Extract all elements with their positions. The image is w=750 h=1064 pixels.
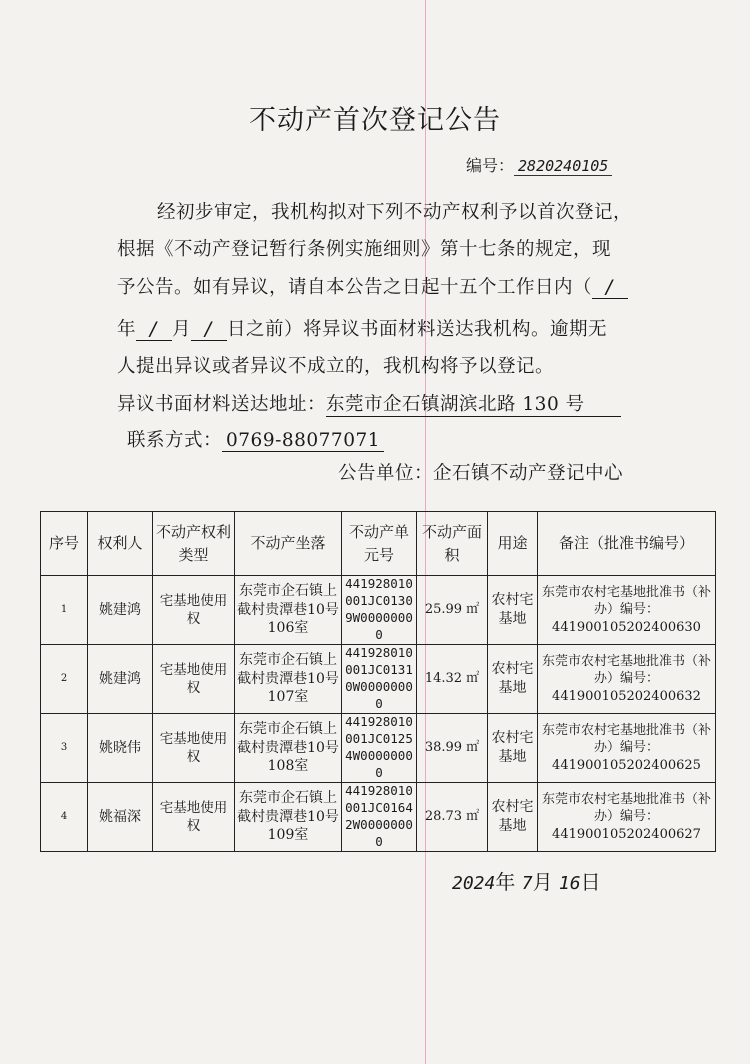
cell-area: 14.32 ㎡ [417,645,488,714]
header-use: 用途 [488,512,538,576]
cell-use: 农村宅基地 [488,576,538,645]
cell-right-type: 宅基地使用权 [153,576,235,645]
table-header-row [41,512,716,576]
body-line-3 [117,273,628,299]
address-label: 异议书面材料送达地址： [117,394,327,415]
cell-holder: 姚建鸿 [88,645,153,714]
cell-holder: 姚建鸿 [88,576,153,645]
notice-number-label: 编号： [466,156,515,175]
notice-number [466,153,612,176]
notice-number-value: 2820240105 [514,157,612,176]
contact-label: 联系方式： [127,430,223,451]
cell-holder: 姚晓伟 [88,714,153,783]
cell-note: 东莞市农村宅基地批准书（补办）编号：441900105202400627 [538,783,716,852]
body-line-4-text: 日之前）将异议书面材料送达我机构。逾期无 [227,319,608,340]
cell-right-type: 宅基地使用权 [153,645,235,714]
page-title: 不动产首次登记公告 [249,105,501,136]
body-line-5: 人提出异议或者异议不成立的，我机构将予以登记。 [117,356,555,377]
date-day-label: 日 [580,870,601,894]
cell-use: 农村宅基地 [488,714,538,783]
header-no: 序号 [41,512,88,576]
cell-location: 东莞市企石镇上截村贵潭巷10号108室 [235,714,342,783]
cell-note: 东莞市农村宅基地批准书（补办）编号：441900105202400632 [538,645,716,714]
header-holder: 权利人 [88,512,153,576]
header-note: 备注（批准书编号） [538,512,716,576]
notice-date [452,866,601,895]
header-location: 不动产坐落 [235,512,342,576]
cell-use: 农村宅基地 [488,783,538,852]
cell-no: 4 [41,783,88,852]
cell-holder: 姚福深 [88,783,153,852]
table-row [41,645,716,714]
table-row [41,714,716,783]
cell-unit-no: 441928010001JC01254W00000000 [342,714,417,783]
header-unit-no: 不动产单元号 [342,512,417,576]
contact-info [127,426,384,452]
cell-location: 东莞市企石镇上截村贵潭巷10号109室 [235,783,342,852]
property-table [40,511,716,852]
cell-area: 38.99 ㎡ [417,714,488,783]
body-line-3-text: 予公告。如有异议，请自本公告之日起十五个工作日内（ [117,277,593,298]
cell-area: 28.73 ㎡ [417,783,488,852]
date-month: 7 [521,873,533,894]
table-row [41,783,716,852]
cell-right-type: 宅基地使用权 [153,714,235,783]
month-char: 月 [172,319,192,340]
cell-use: 农村宅基地 [488,645,538,714]
cell-no: 2 [41,645,88,714]
cell-no: 3 [41,714,88,783]
cell-location: 东莞市企石镇上截村贵潭巷10号106室 [235,576,342,645]
cell-note: 东莞市农村宅基地批准书（补办）编号：441900105202400630 [538,576,716,645]
cell-no: 1 [41,576,88,645]
cell-area: 25.99 ㎡ [417,576,488,645]
contact-value: 0769-88077071 [222,430,384,452]
cell-right-type: 宅基地使用权 [153,783,235,852]
header-right-type: 不动产权利类型 [153,512,235,576]
cell-note: 东莞市农村宅基地批准书（补办）编号：441900105202400625 [538,714,716,783]
body-line-4 [117,315,607,341]
date-year: 2024 [452,873,496,894]
cell-unit-no: 441928010001JC01642W00000000 [342,783,417,852]
cell-unit-no: 441928010001JC01310W00000000 [342,645,417,714]
date-month-label: 月 [532,870,553,894]
cell-unit-no: 441928010001JC01309W00000000 [342,576,417,645]
table-row [41,576,716,645]
deadline-day-blank: / [191,319,227,341]
header-area: 不动产面积 [417,512,488,576]
body-line-1: 经初步审定，我机构拟对下列不动产权利予以首次登记， [157,202,633,223]
body-line-2: 根据《不动产登记暂行条例实施细则》第十七条的规定，现 [117,239,612,260]
cell-location: 东莞市企石镇上截村贵潭巷10号107室 [235,645,342,714]
address-value: 东莞市企石镇湖滨北路 130 号 [326,390,621,417]
publisher: 公告单位：企石镇不动产登记中心 [338,463,624,484]
deadline-year-blank: / [592,277,628,299]
deadline-month-blank: / [136,319,172,341]
objection-address [117,390,621,417]
year-char: 年 [117,319,137,340]
date-day: 16 [558,873,581,894]
date-year-label: 年 [495,870,516,894]
